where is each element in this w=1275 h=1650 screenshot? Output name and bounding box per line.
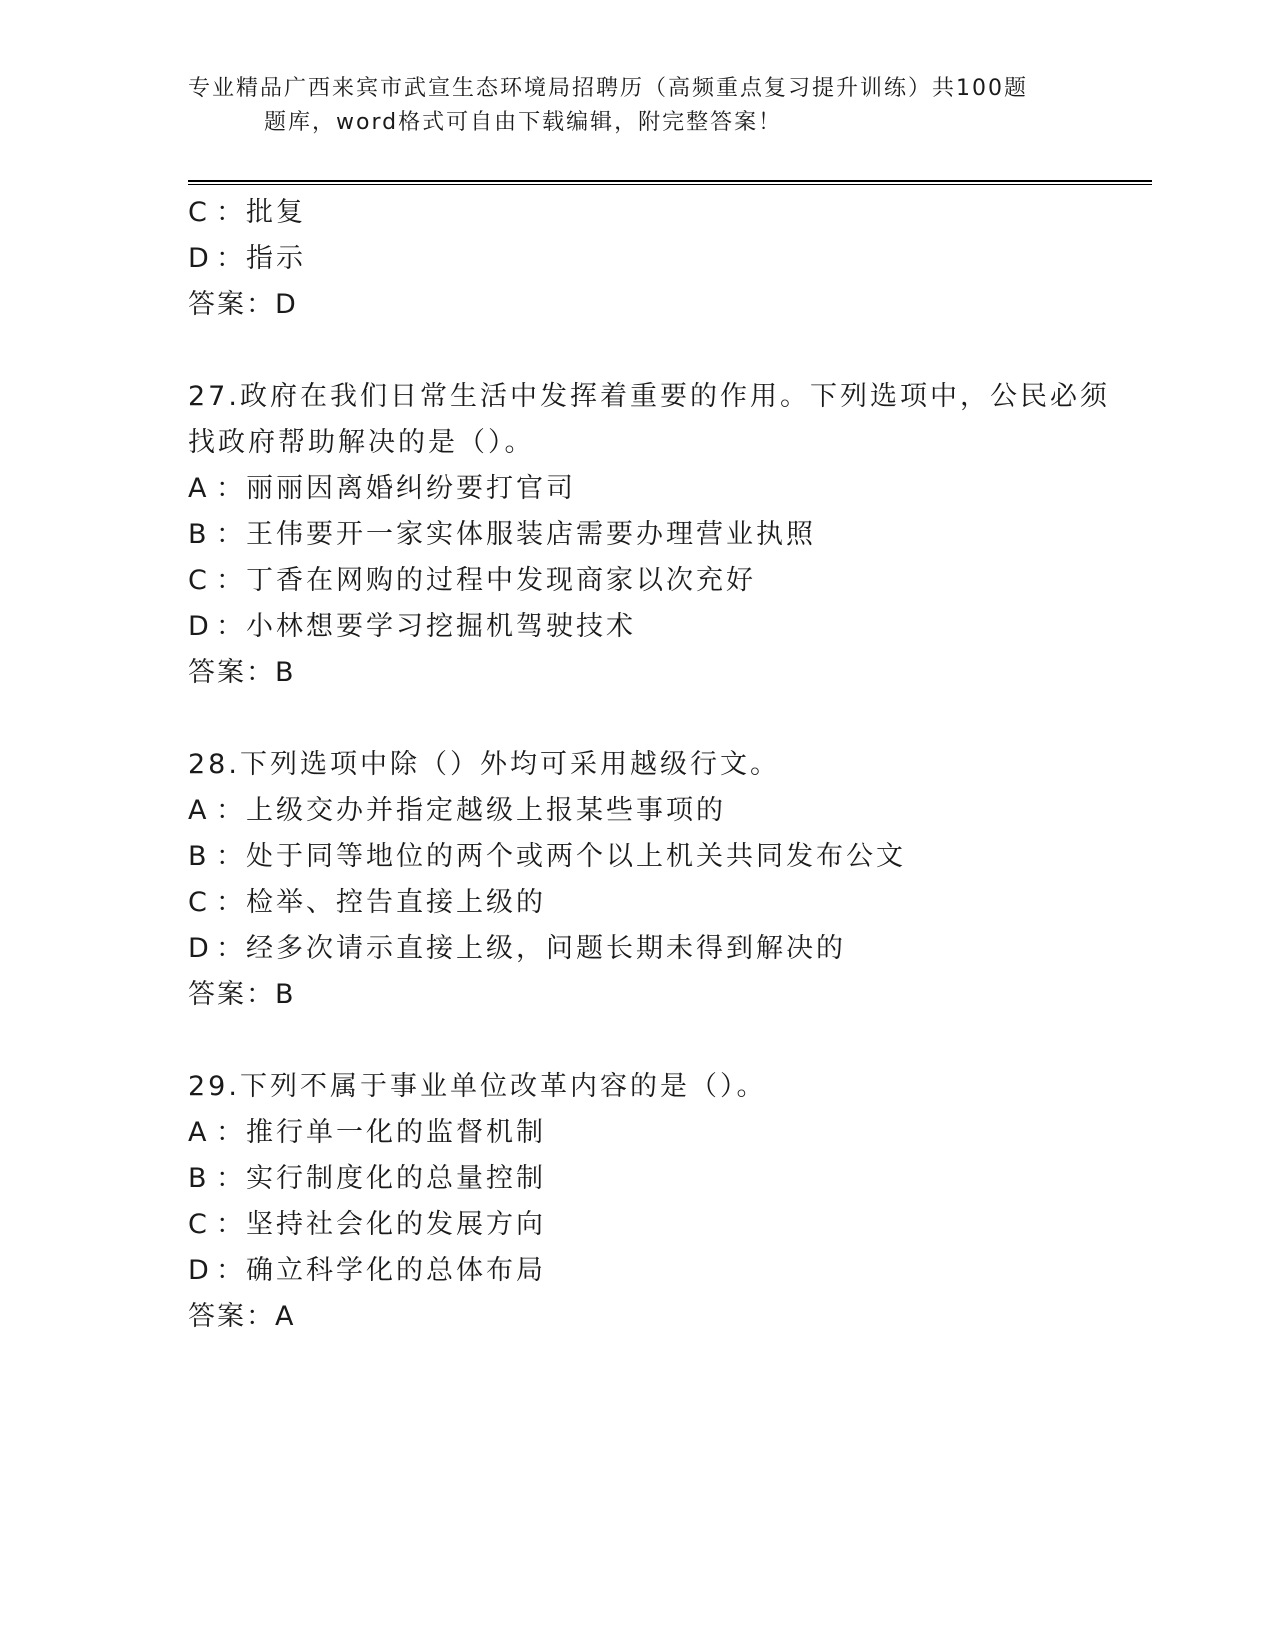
option-d: D ：指示: [188, 236, 1118, 282]
document-body: [188, 190, 1118, 1340]
option-letter: D: [188, 1255, 212, 1286]
option-text: 王伟要开一家实体服装店需要办理营业执照: [246, 519, 816, 550]
header-title-line2: 题库，word格式可自由下载编辑，附完整答案！: [264, 110, 783, 135]
option-letter: C: [188, 887, 210, 918]
option-letter: D: [188, 933, 212, 964]
option-text: 确立科学化的总体布局: [246, 1255, 546, 1286]
option-a: A ：推行单一化的监督机制: [188, 1110, 1118, 1156]
option-c: C ：检举、控告直接上级的: [188, 880, 1118, 926]
option-d: D ：确立科学化的总体布局: [188, 1248, 1118, 1294]
option-text: 丁香在网购的过程中发现商家以次充好: [246, 565, 756, 596]
option-letter: C: [188, 565, 210, 596]
option-a: A ：丽丽因离婚纠纷要打官司: [188, 466, 1118, 512]
option-letter: D: [188, 611, 212, 642]
question-stem-continued: 找政府帮助解决的是（）。: [188, 427, 535, 458]
answer-line: 答案：A: [188, 1301, 296, 1332]
question-29: [188, 1064, 1118, 1340]
option-text: 经多次请示直接上级，问题长期未得到解决的: [246, 933, 846, 964]
option-text: 指示: [246, 243, 306, 274]
option-text: 检举、控告直接上级的: [246, 887, 546, 918]
document-header: [188, 72, 1068, 140]
question-stem: 29.下列不属于事业单位改革内容的是（）。: [188, 1071, 767, 1102]
option-text: 处于同等地位的两个或两个以上机关共同发布公文: [246, 841, 906, 872]
spacer: [188, 696, 1118, 742]
header-title-line1: 专业精品广西来宾市武宣生态环境局招聘历（高频重点复习提升训练）共100题: [188, 76, 1028, 101]
option-text: 坚持社会化的发展方向: [246, 1209, 546, 1240]
answer-line: 答案：B: [188, 979, 296, 1010]
option-text: 批复: [246, 197, 306, 228]
prev-question: [188, 190, 1118, 328]
header-divider: [188, 180, 1152, 185]
option-letter: B: [188, 841, 210, 872]
option-text: 推行单一化的监督机制: [246, 1117, 546, 1148]
option-letter: A: [188, 795, 210, 826]
option-letter: C: [188, 197, 210, 228]
question-28: [188, 742, 1118, 1018]
option-text: 小林想要学习挖掘机驾驶技术: [246, 611, 636, 642]
option-b: B ：实行制度化的总量控制: [188, 1156, 1118, 1202]
option-letter: B: [188, 1163, 210, 1194]
option-b: B ：王伟要开一家实体服装店需要办理营业执照: [188, 512, 1118, 558]
option-letter: B: [188, 519, 210, 550]
option-text: 上级交办并指定越级上报某些事项的: [246, 795, 726, 826]
question-stem: 27.政府在我们日常生活中发挥着重要的作用。下列选项中，公民必须: [188, 381, 1110, 412]
option-letter: C: [188, 1209, 210, 1240]
option-letter: A: [188, 473, 210, 504]
answer-line: 答案：B: [188, 657, 296, 688]
question-27: [188, 374, 1118, 696]
option-d: D ：经多次请示直接上级，问题长期未得到解决的: [188, 926, 1118, 972]
option-a: A ：上级交办并指定越级上报某些事项的: [188, 788, 1118, 834]
option-letter: D: [188, 243, 212, 274]
option-b: B ：处于同等地位的两个或两个以上机关共同发布公文: [188, 834, 1118, 880]
spacer: [188, 1018, 1118, 1064]
answer-line: 答案：D: [188, 289, 298, 320]
option-text: 丽丽因离婚纠纷要打官司: [246, 473, 576, 504]
option-d: D ：小林想要学习挖掘机驾驶技术: [188, 604, 1118, 650]
question-stem: 28.下列选项中除（）外均可采用越级行文。: [188, 749, 780, 780]
option-c: C ：批复: [188, 190, 1118, 236]
option-c: C ：坚持社会化的发展方向: [188, 1202, 1118, 1248]
option-text: 实行制度化的总量控制: [246, 1163, 546, 1194]
option-c: C ：丁香在网购的过程中发现商家以次充好: [188, 558, 1118, 604]
spacer: [188, 328, 1118, 374]
option-letter: A: [188, 1117, 210, 1148]
